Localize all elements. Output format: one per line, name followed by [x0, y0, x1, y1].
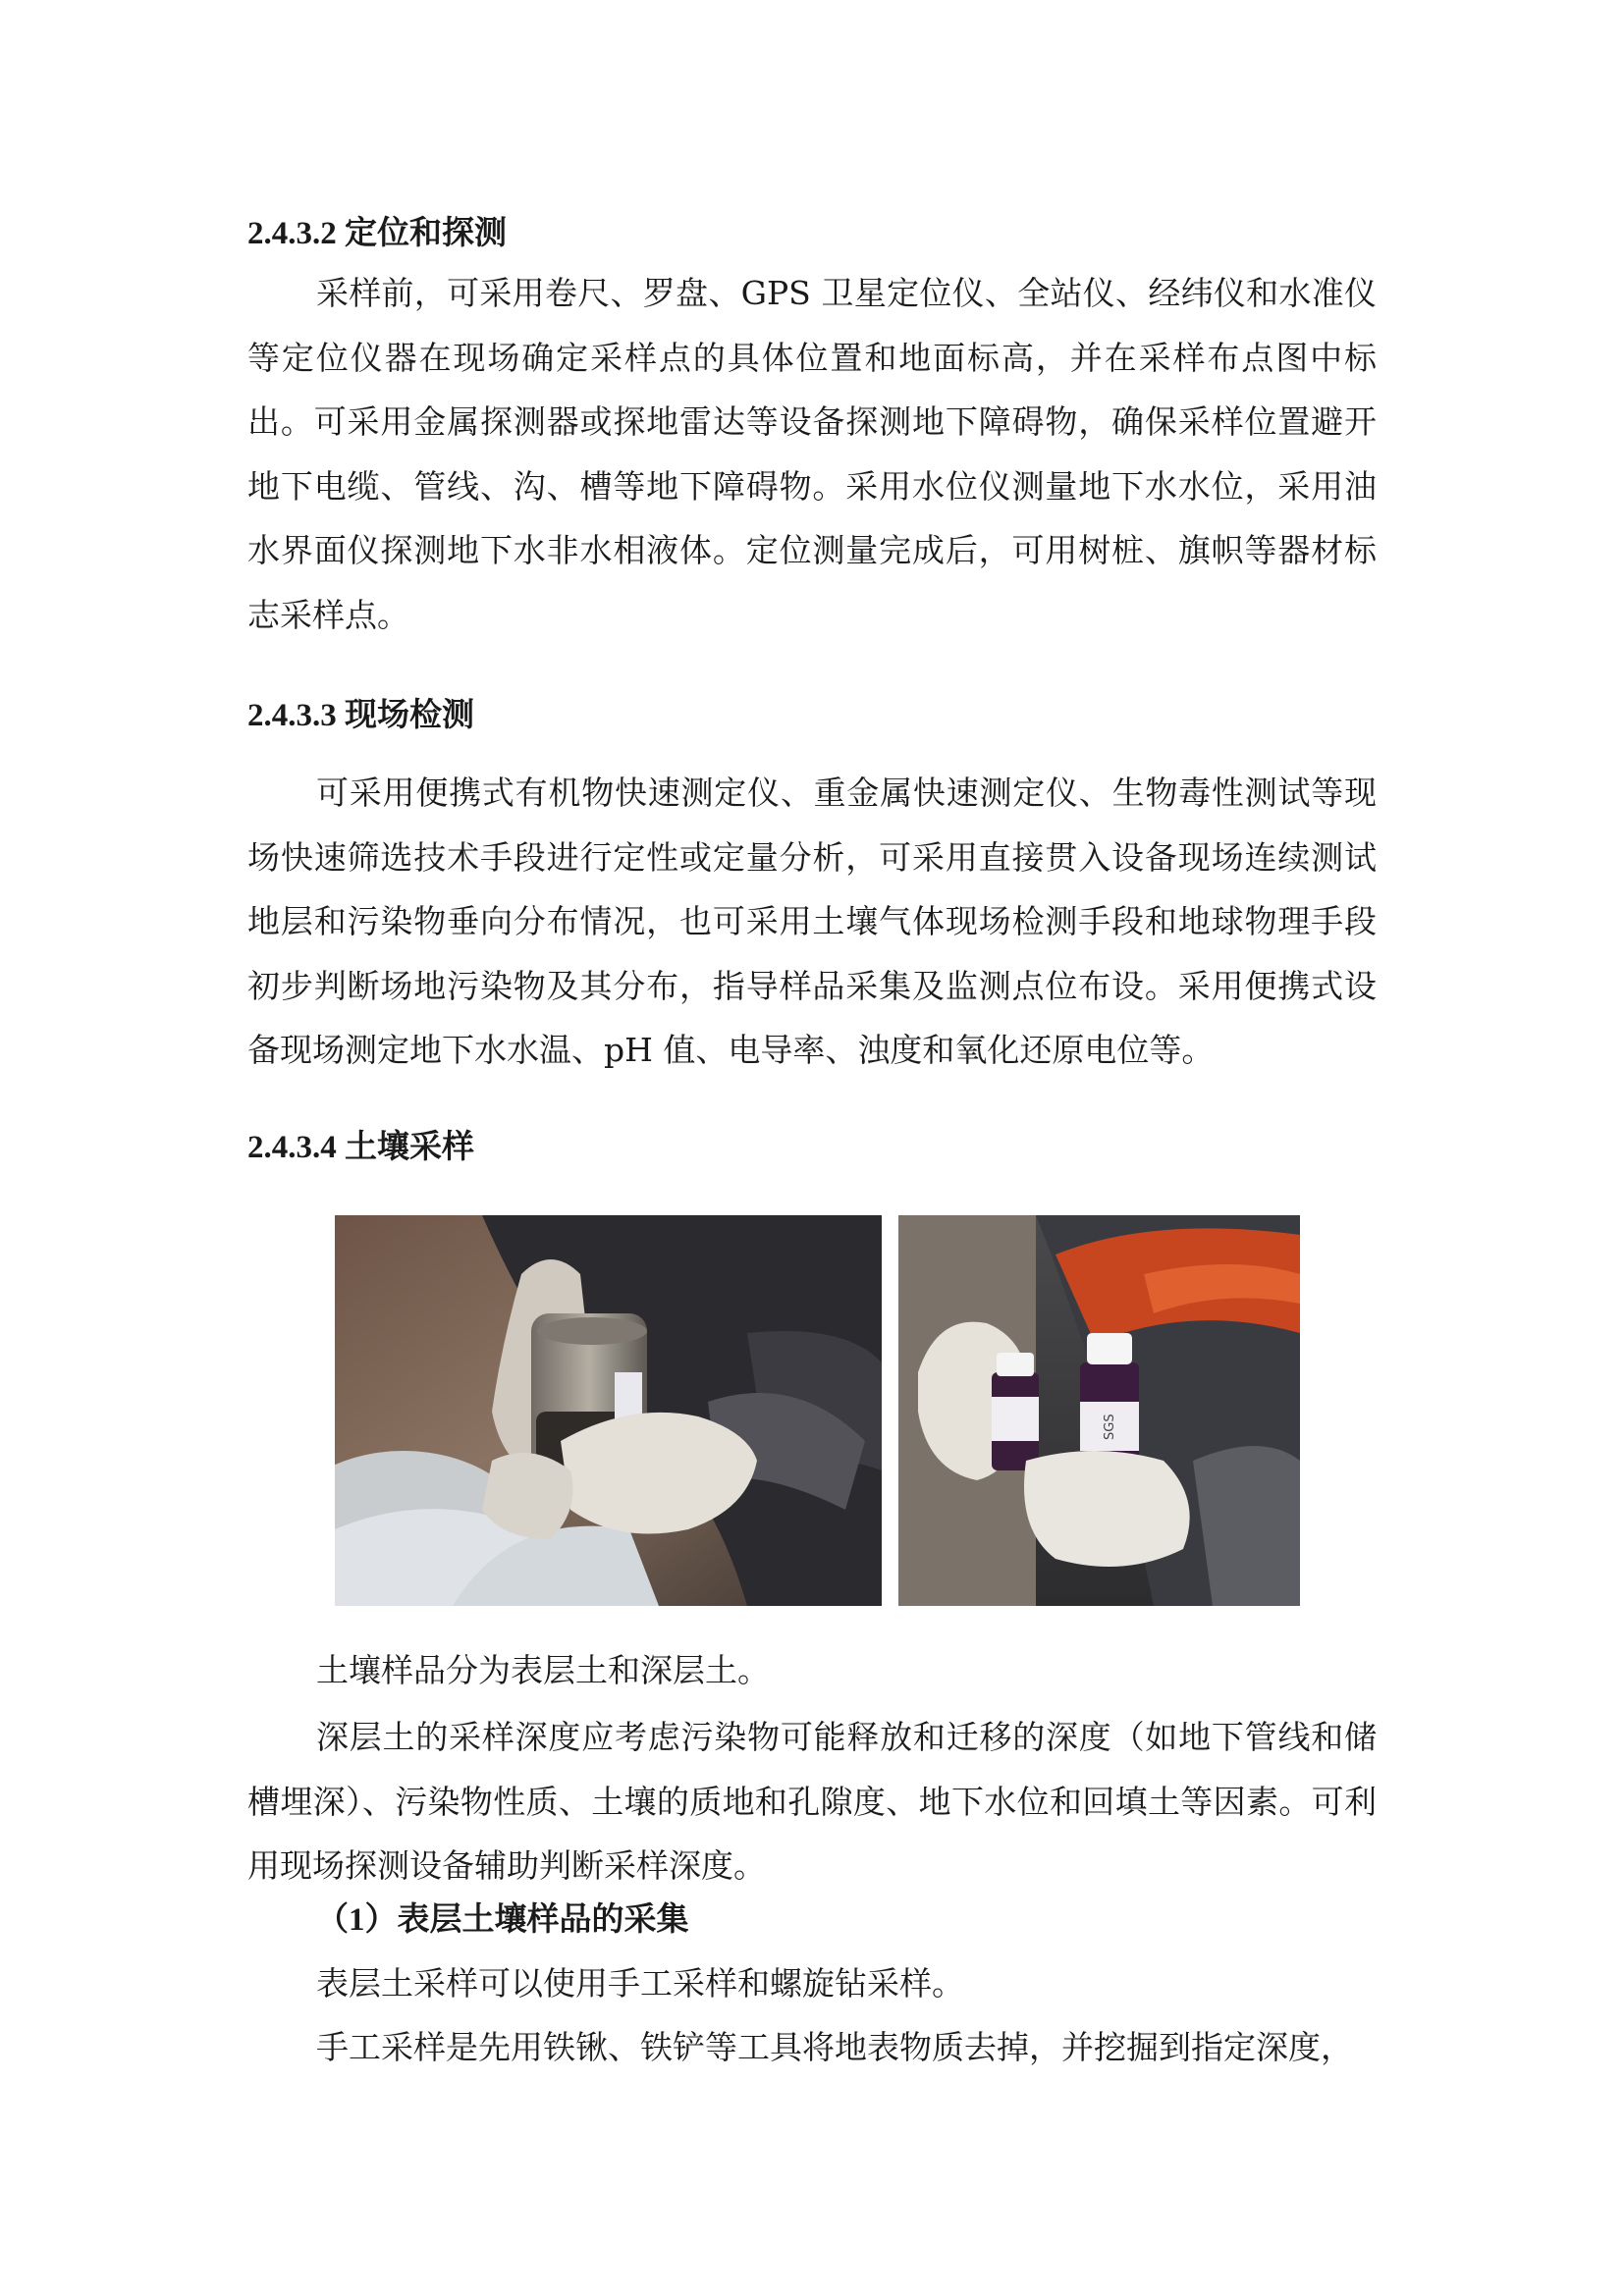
section-heading-2-4-3-4: 2.4.3.4 土壤采样 [247, 1130, 474, 1165]
section-body-2-4-3-2 [247, 261, 1377, 647]
photo-soil-jar [335, 1215, 882, 1606]
paragraph-soil-types: 土壤样品分为表层土和深层土。 [316, 1651, 770, 1689]
section-body-2-4-3-4 [247, 1705, 1377, 1898]
paragraph-field-detection: 可采用便携式有机物快速测定仪、重金属快速测定仪、生物毒性测试等现场快速筛选技术手段进行定性或定量分析，可采用直接贯入设备现场连续测试地层和污染物垂向分布情况，也可采用土壤气体现场检测手段和地球物理手段初步判断场地污染物及其分布，指导样品采集及监测点位布设。采用便携式设备现场测定地下水水温、pH 值、电导率、浊度和氧化还原电位等。 [247, 774, 1377, 1069]
photo-right-label: SGS [1103, 1414, 1117, 1440]
paragraph-manual-sampling: 手工采样是先用铁锹、铁铲等工具将地表物质去掉，并挖掘到指定深度， [316, 2028, 1353, 2066]
paragraph-positioning: 采样前，可采用卷尺、罗盘、GPS 卫星定位仪、全站仪、经纬仪和水准仪等定位仪器在现场确定采样点的具体位置和地面标高，并在采样布点图中标出。可采用金属探测器或探地雷达等设备探测地下障碍物，确保采样位置避开地下电缆、管线、沟、槽等地下障碍物。采用水位仪测量地下水水位，采用油水界面仪探测地下水非水相液体。定位测量完成后，可用树桩、旗帜等器材标志采样点。 [247, 274, 1377, 634]
paragraph-surface-sampling-methods: 表层土采样可以使用手工采样和螺旋钻采样。 [316, 1964, 964, 2002]
section-heading-2-4-3-3: 2.4.3.3 现场检测 [247, 698, 474, 733]
section-body-2-4-3-3 [247, 761, 1377, 1083]
paragraph-deep-soil: 深层土的采样深度应考虑污染物可能释放和迁移的深度（如地下管线和储槽埋深）、污染物性质、土壤的质地和孔隙度、地下水位和回填土等因素。可利用现场探测设备辅助判断采样深度。 [247, 1718, 1377, 1885]
photo-sample-vials [898, 1215, 1300, 1606]
section-heading-2-4-3-2: 2.4.3.2 定位和探测 [247, 216, 507, 251]
subheading-surface-soil: （1）表层土壤样品的采集 [316, 1902, 689, 1938]
